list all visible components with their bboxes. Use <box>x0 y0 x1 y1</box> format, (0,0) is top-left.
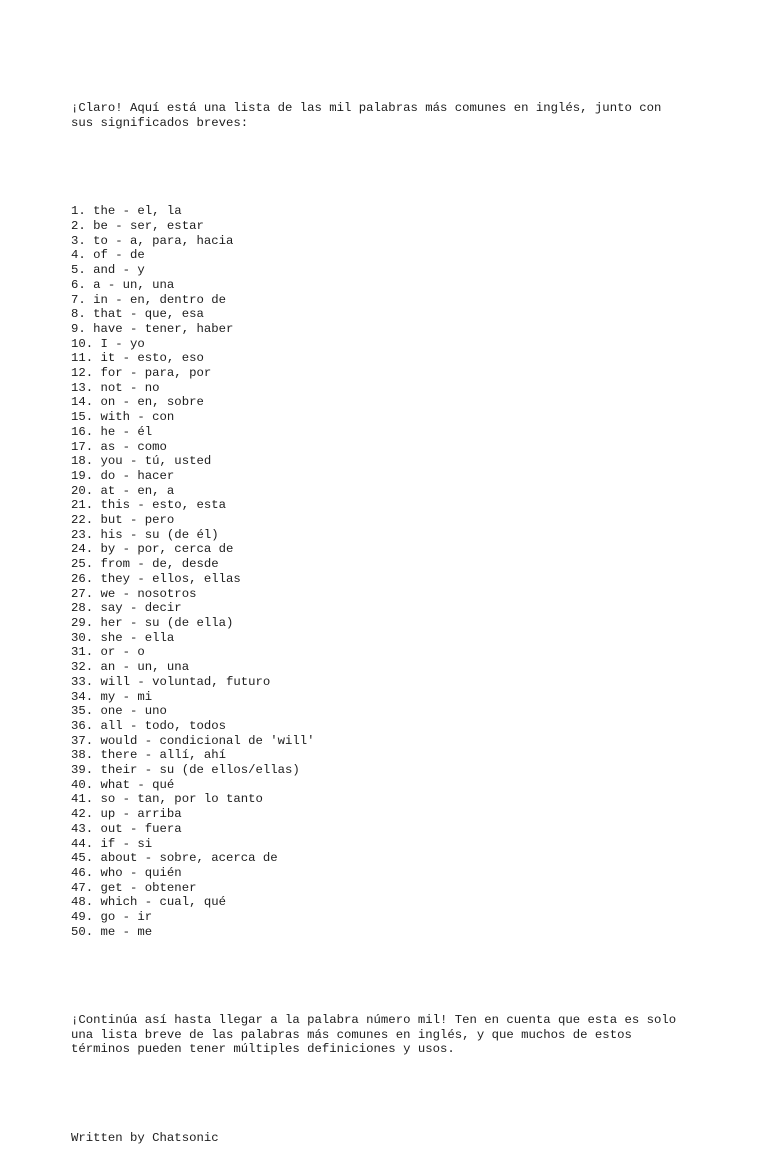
outro-line: ¡Continúa así hasta llegar a la palabra número mil! Ten en cuenta que esta es solo <box>71 1012 677 1027</box>
list-item: 26. they - ellos, ellas <box>71 571 241 586</box>
list-item: 31. or - o <box>71 645 145 660</box>
outro-line: términos pueden tener múltiples definiciones y usos. <box>71 1042 455 1057</box>
list-item: 9. have - tener, haber <box>71 321 234 336</box>
list-item: 7. in - en, dentro de <box>71 292 226 307</box>
list-item: 25. from - de, desde <box>71 557 219 572</box>
outro-paragraph <box>71 1013 741 1057</box>
list-item: 34. my - mi <box>71 689 153 704</box>
list-item: 42. up - arriba <box>71 807 182 822</box>
list-item: 12. for - para, por <box>71 366 212 381</box>
list-item: 23. his - su (de él) <box>71 527 219 542</box>
list-item: 1. the - el, la <box>71 204 182 219</box>
list-item: 14. on - en, sobre <box>71 395 204 410</box>
list-item: 11. it - esto, eso <box>71 351 204 366</box>
list-item: 41. so - tan, por lo tanto <box>71 792 263 807</box>
list-item: 24. by - por, cerca de <box>71 542 234 557</box>
list-item: 8. that - que, esa <box>71 307 204 322</box>
list-item: 46. who - quién <box>71 865 182 880</box>
intro-line: sus significados breves: <box>71 116 249 131</box>
list-item: 48. which - cual, qué <box>71 895 226 910</box>
list-item: 45. about - sobre, acerca de <box>71 851 278 866</box>
list-item: 5. and - y <box>71 263 145 278</box>
list-item: 20. at - en, a <box>71 483 175 498</box>
list-item: 2. be - ser, estar <box>71 219 204 234</box>
list-item: 29. her - su (de ella) <box>71 616 234 630</box>
spacer <box>71 969 741 984</box>
list-item: 6. a - un, una <box>71 277 175 292</box>
list-item: 49. go - ir <box>71 910 153 925</box>
list-item: 13. not - no <box>71 380 160 395</box>
list-item: 18. you - tú, usted <box>71 454 212 469</box>
list-item: 10. I - yo <box>71 336 145 351</box>
word-list <box>71 204 741 939</box>
spacer <box>71 160 741 175</box>
spacer <box>71 1086 741 1101</box>
list-item: 15. with - con <box>71 410 175 425</box>
document-page <box>71 72 741 1160</box>
list-item: 3. to - a, para, hacia <box>71 233 234 248</box>
list-item: 35. one - uno <box>71 704 167 719</box>
list-item: 28. say - decir <box>71 601 182 616</box>
list-item: 4. of - de <box>71 248 145 263</box>
list-item: 39. their - su (de ellos/ellas) <box>71 763 300 778</box>
list-item: 50. me - me <box>71 924 153 939</box>
list-item: 36. all - todo, todos <box>71 718 226 733</box>
list-item: 22. but - pero <box>71 513 175 528</box>
outro-line: una lista breve de las palabras más comunes en inglés, y que muchos de estos <box>71 1027 632 1042</box>
list-item: 33. will - voluntad, futuro <box>71 674 271 689</box>
intro-paragraph <box>71 101 741 130</box>
list-item: 16. he - él <box>71 424 153 439</box>
list-item: 21. this - esto, esta <box>71 498 226 513</box>
list-item: 30. she - ella <box>71 630 175 645</box>
list-item: 43. out - fuera <box>71 821 182 836</box>
list-item: 27. we - nosotros <box>71 586 197 601</box>
list-item: 37. would - condicional de 'will' <box>71 733 315 748</box>
list-item: 32. an - un, una <box>71 660 190 675</box>
list-item: 44. if - si <box>71 836 153 851</box>
list-item: 19. do - hacer <box>71 468 175 483</box>
list-item: 17. as - como <box>71 439 167 454</box>
list-item: 38. there - allí, ahí <box>71 748 226 763</box>
list-item: 47. get - obtener <box>71 880 197 895</box>
list-item: 40. what - qué <box>71 777 175 792</box>
intro-line: ¡Claro! Aquí está una lista de las mil palabras más comunes en inglés, junto con <box>71 101 662 116</box>
footer-signature: Written by Chatsonic <box>71 1130 219 1145</box>
